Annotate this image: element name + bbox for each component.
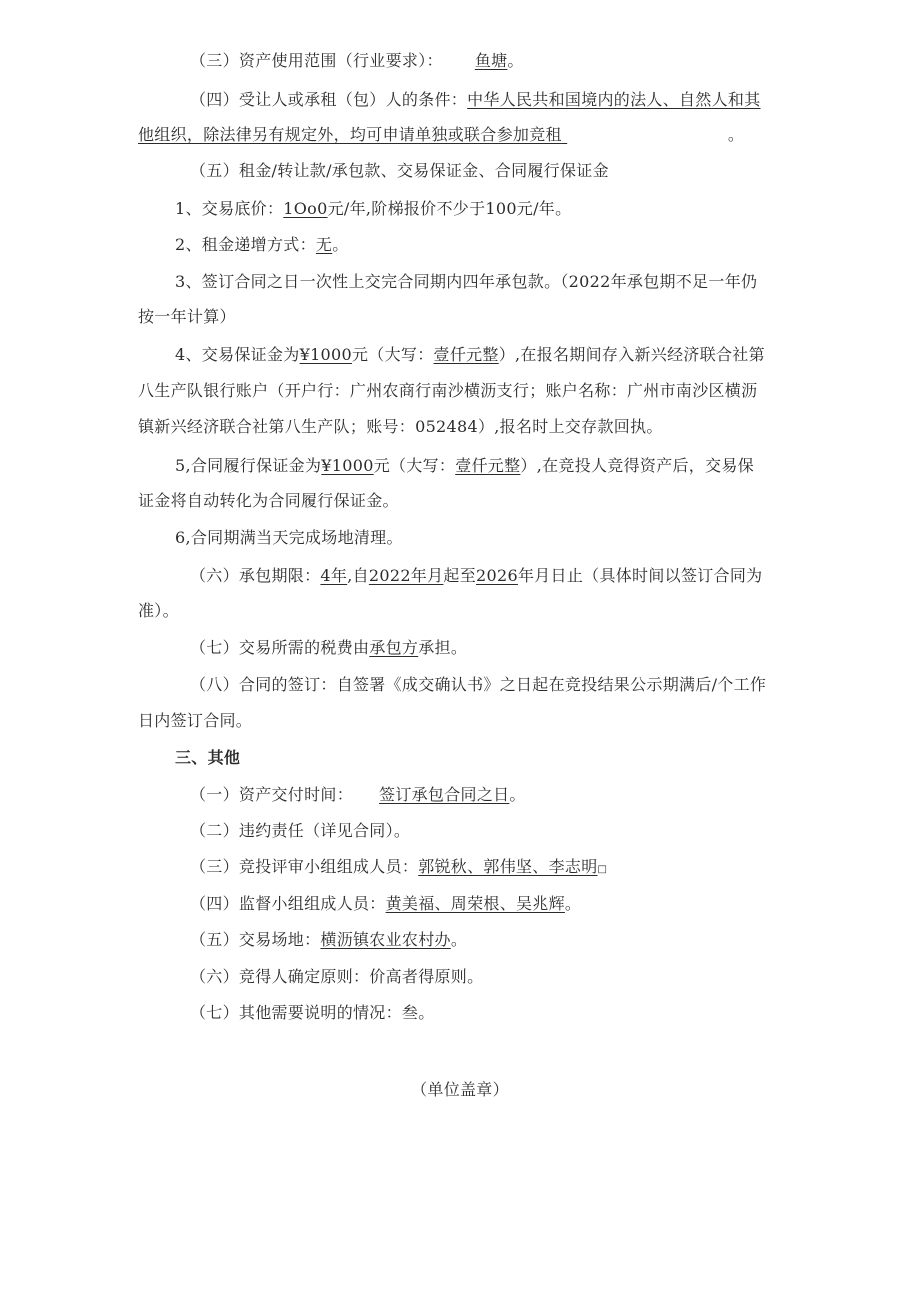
bidder-conditions-line2 — [138, 124, 744, 146]
site-clearance: 6,合同期满当天完成场地清理。 — [175, 528, 403, 547]
label: （四）监督小组组成人员： — [190, 894, 386, 913]
label: （三）资产使用范围（行业要求）： — [190, 51, 443, 70]
label: 4、交易保证金为 — [175, 345, 300, 364]
text: ,自 — [347, 566, 369, 585]
years: 4年 — [320, 566, 348, 585]
asset-use-scope — [190, 50, 524, 72]
deposit-line2: 八生产队银行账户（开户行：广州农商行南沙横沥支行；账户名称：广州市南沙区横沥 — [138, 381, 758, 400]
value: 黄美福、周荣根、吴兆辉 — [385, 894, 565, 913]
label: （七）交易所需的税费由 — [190, 638, 370, 657]
supervision-panel — [190, 893, 581, 915]
value: 承包方 — [369, 638, 419, 657]
payment-terms-line1: 3、签订合同之日一次性上交完合同期内四年承包款。（2022年承包期不足一年仍 — [175, 272, 758, 291]
punct: 。 — [507, 51, 524, 70]
performance-bond-line2: 证金将自动转化为合同履行保证金。 — [138, 491, 399, 510]
text: 起至 — [443, 566, 477, 585]
punct: 。 — [727, 125, 745, 144]
contract-signing-line2: 日内签订合同。 — [138, 711, 253, 730]
performance-bond-line1 — [175, 455, 754, 477]
rent-increase — [175, 234, 349, 256]
review-panel — [190, 856, 607, 881]
breach-liability: （二）违约责任（详见合同）。 — [190, 821, 411, 840]
unit-stamp-label: （单位盖章） — [411, 1080, 509, 1099]
amount-words: 壹仟元整 — [433, 345, 499, 364]
payment-terms-line2: 按一年计算） — [138, 307, 236, 326]
tax-bearer — [190, 637, 467, 659]
value: 1Oo0 — [283, 199, 328, 218]
label: 5,合同履行保证金为 — [175, 456, 322, 475]
contract-term-line1 — [190, 565, 762, 587]
text: ）,在报名期间存入新兴经济联合社第 — [498, 345, 765, 364]
label: （四）受让人或承租（包）人的条件： — [190, 90, 468, 109]
text: 年月日止（具体时间以签订合同为 — [517, 566, 763, 585]
punct: 。 — [564, 894, 582, 913]
value: 无 — [315, 235, 333, 254]
deposit-line3: 镇新兴经济联合社第八生产队；账号：052484）,报名时上交存款回执。 — [138, 417, 663, 436]
text: ）,在竞投人竞得资产后，交易保 — [520, 456, 754, 475]
punct: 。 — [332, 235, 349, 254]
value: 他组织，除法律另有规定外，均可申请单独或联合参加竞租 — [138, 125, 562, 144]
section-heading-other: 三、其他 — [175, 748, 241, 767]
contract-signing-line1: （八）合同的签订：自签署《成交确认书》之日起在竞投结果公示期满后/个工作 — [190, 675, 767, 694]
label: 2、租金递增方式： — [175, 235, 316, 254]
label: （五）交易场地： — [190, 930, 321, 949]
other-notes: （七）其他需要说明的情况：叁。 — [190, 1003, 435, 1022]
value: 横沥镇农业农村办 — [320, 930, 451, 949]
text: 元/年,阶梯报价不少于100元/年。 — [327, 199, 572, 218]
label: （三）竞投评审小组组成人员： — [190, 857, 419, 876]
deposit-line1 — [175, 344, 765, 366]
value: 签订承包合同之日 — [379, 785, 510, 804]
label: 1、交易底价： — [175, 199, 284, 218]
label: （一）资产交付时间： — [190, 785, 354, 804]
value: 中华人民共和国境内的法人、自然人和其 — [467, 90, 761, 109]
label: （六）承包期限： — [190, 566, 321, 585]
rent-deposit-title: （五）租金/转让款/承包款、交易保证金、合同履行保证金 — [190, 161, 609, 180]
end-date: 2026 — [476, 566, 518, 585]
value: 郭锐秋、郭伟坚、李志明 — [418, 857, 598, 876]
blank-underline — [562, 124, 728, 146]
text: 承担。 — [418, 638, 468, 657]
reserve-price — [175, 198, 571, 220]
delivery-time — [190, 784, 526, 806]
bidder-conditions-line1 — [190, 89, 761, 111]
text: 元（大写： — [352, 345, 434, 364]
mark: □ — [597, 864, 608, 875]
punct: 。 — [509, 785, 526, 804]
amount: ¥1000 — [299, 345, 352, 364]
amount-words: 壹仟元整 — [455, 456, 521, 475]
winner-principle: （六）竞得人确定原则：价高者得原则。 — [190, 967, 484, 986]
start-date: 2022年月 — [368, 566, 444, 585]
contract-term-line2: 准）。 — [138, 601, 179, 620]
value: 鱼塘 — [474, 51, 508, 70]
punct: 。 — [450, 930, 468, 949]
text: 元（大写： — [373, 456, 456, 475]
venue — [190, 929, 467, 951]
amount: ¥1000 — [321, 456, 374, 475]
